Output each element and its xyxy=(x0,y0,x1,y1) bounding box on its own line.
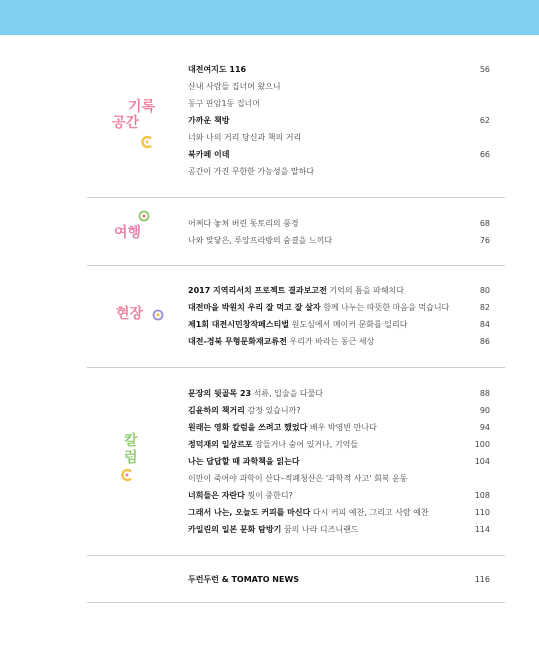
c-shape-icon xyxy=(140,135,154,149)
toc-entry[interactable] xyxy=(188,63,490,77)
entry-text: 이만이 죽어야 과학이 산다–적폐청산은 '과학적 사고' 회복 운동 xyxy=(188,474,408,483)
category-label-line: 기록 xyxy=(128,99,156,115)
entry-text: 원도심에서 메이커 문화를 일리다 xyxy=(291,320,408,329)
target-icon xyxy=(152,309,164,321)
page-number: 100 xyxy=(474,440,490,449)
entry-text: 동구 판암1동 집너머 xyxy=(188,99,260,108)
entry-title: 가까운 책방 xyxy=(188,116,230,125)
c-shape-icon xyxy=(120,468,134,482)
entry-text: 기억의 틈을 파헤치다 xyxy=(329,286,404,295)
page-number: 56 xyxy=(479,65,490,74)
page-number: 82 xyxy=(479,303,490,312)
entry-text: 꿈의 나라 디즈니랜드 xyxy=(283,525,359,534)
page-number: 110 xyxy=(474,508,490,517)
category-label-space-record xyxy=(88,100,180,160)
page-number: 88 xyxy=(479,389,490,398)
toc-entry[interactable] xyxy=(188,165,490,179)
entry-title: 대전마을 박원치 우리 잘 먹고 잘 살자 xyxy=(188,303,321,312)
section-divider xyxy=(87,265,505,266)
entry-text: 너와 나의 거리 당신과 책의 거리 xyxy=(188,133,302,142)
toc-entry[interactable] xyxy=(188,438,490,452)
top-color-bar xyxy=(0,0,539,35)
entry-title: 너희들은 자란다 xyxy=(188,491,245,500)
entry-text: 산내 사람들 집너머 왔으니 xyxy=(188,82,281,91)
entry-text: 나와 맞닿은, 루앙프라방의 숨결을 느끼다 xyxy=(188,236,333,245)
toc-entry[interactable] xyxy=(188,80,490,94)
page-number: 104 xyxy=(474,457,490,466)
page-number: 90 xyxy=(479,406,490,415)
target-icon xyxy=(138,210,150,222)
category-label-travel xyxy=(88,210,180,250)
category-label-line: 공간 xyxy=(112,115,140,131)
entry-title: 제1회 대전시민창작페스티벌 xyxy=(188,320,290,329)
toc-entry[interactable] xyxy=(188,217,490,231)
entry-text: 감정 있습니까? xyxy=(247,406,301,415)
toc-entry[interactable] xyxy=(188,489,490,503)
entry-text: 잠들거나 숨어 있거나, 기억들 xyxy=(255,440,359,449)
entry-title: 카일린의 일본 문화 탐방기 xyxy=(188,525,282,534)
entry-title: 문장의 뒷골목 23 xyxy=(188,389,252,398)
section-divider xyxy=(87,555,505,556)
entry-text: 석류, 입술을 다물다 xyxy=(253,389,324,398)
page-number: 108 xyxy=(474,491,490,500)
entry-title: 2017 지역리서치 프로젝트 결과보고전 xyxy=(188,286,327,295)
category-label-field xyxy=(88,305,180,329)
page-number: 80 xyxy=(479,286,490,295)
toc-entry[interactable] xyxy=(188,301,490,315)
category-label-column xyxy=(88,434,180,494)
page-number: 62 xyxy=(479,116,490,125)
page-number: 84 xyxy=(479,320,490,329)
page-number: 66 xyxy=(479,150,490,159)
page-number: 94 xyxy=(479,423,490,432)
entry-text: 다시 커피 예찬, 그리고 사람 예찬 xyxy=(312,508,429,517)
entry-text: 공간이 가진 무한한 가능성을 말하다 xyxy=(188,167,315,176)
page-number: 114 xyxy=(474,525,490,534)
toc-entry[interactable] xyxy=(188,506,490,520)
section-divider xyxy=(87,602,505,603)
entry-text: 뭣이 중한디? xyxy=(247,491,293,500)
toc-entry[interactable] xyxy=(188,318,490,332)
category-label-line: 현장 xyxy=(116,306,144,322)
entry-text: 우리가 바라는 동근 세상 xyxy=(289,337,375,346)
entry-title: 원래는 영화 칼럼을 쓰려고 했었다 xyxy=(188,423,308,432)
toc-entry[interactable] xyxy=(188,234,490,248)
entry-text: 배우 박영빈 만나다 xyxy=(309,423,377,432)
toc-entry[interactable] xyxy=(188,284,490,298)
category-label-line: 럼 xyxy=(124,450,138,466)
toc-entry[interactable] xyxy=(188,335,490,349)
entry-title: 북카페 이데 xyxy=(188,150,230,159)
toc-entry[interactable] xyxy=(188,455,490,469)
entry-title: 대전여지도 116 xyxy=(188,65,247,74)
toc-entry[interactable] xyxy=(188,114,490,128)
entry-title: 정덕재의 일상르포 xyxy=(188,440,253,449)
section-divider xyxy=(87,367,505,368)
category-label-line: 여행 xyxy=(114,225,142,241)
entry-title: 두런두런 & TOMATO NEWS xyxy=(188,575,300,584)
section-divider xyxy=(87,197,505,198)
toc-entry[interactable] xyxy=(188,131,490,145)
toc-entry[interactable] xyxy=(188,148,490,162)
page-number: 86 xyxy=(479,337,490,346)
page-number: 68 xyxy=(479,219,490,228)
entry-title: 대전-경북 무형문화재교류전 xyxy=(188,337,287,346)
toc-entry[interactable] xyxy=(188,573,490,587)
toc-entry[interactable] xyxy=(188,404,490,418)
entry-title: 그래서 나는, 오늘도 커피를 마신다 xyxy=(188,508,311,517)
toc-entry[interactable] xyxy=(188,387,490,401)
toc-entry[interactable] xyxy=(188,472,490,486)
entry-text: 함께 나누는 따뜻한 마음을 먹습니다 xyxy=(323,303,450,312)
toc-entry[interactable] xyxy=(188,523,490,537)
toc-entry[interactable] xyxy=(188,421,490,435)
toc-entry[interactable] xyxy=(188,97,490,111)
entry-title: 나는 답답할 때 과학책을 읽는다 xyxy=(188,457,300,466)
page-number: 116 xyxy=(474,575,490,584)
entry-text: 어쩌다 놓쳐 버린 돗토리의 풍경 xyxy=(188,219,299,228)
entry-title: 김윤하의 책거리 xyxy=(188,406,245,415)
category-label-line: 칼 xyxy=(124,433,138,449)
page-number: 76 xyxy=(479,236,490,245)
